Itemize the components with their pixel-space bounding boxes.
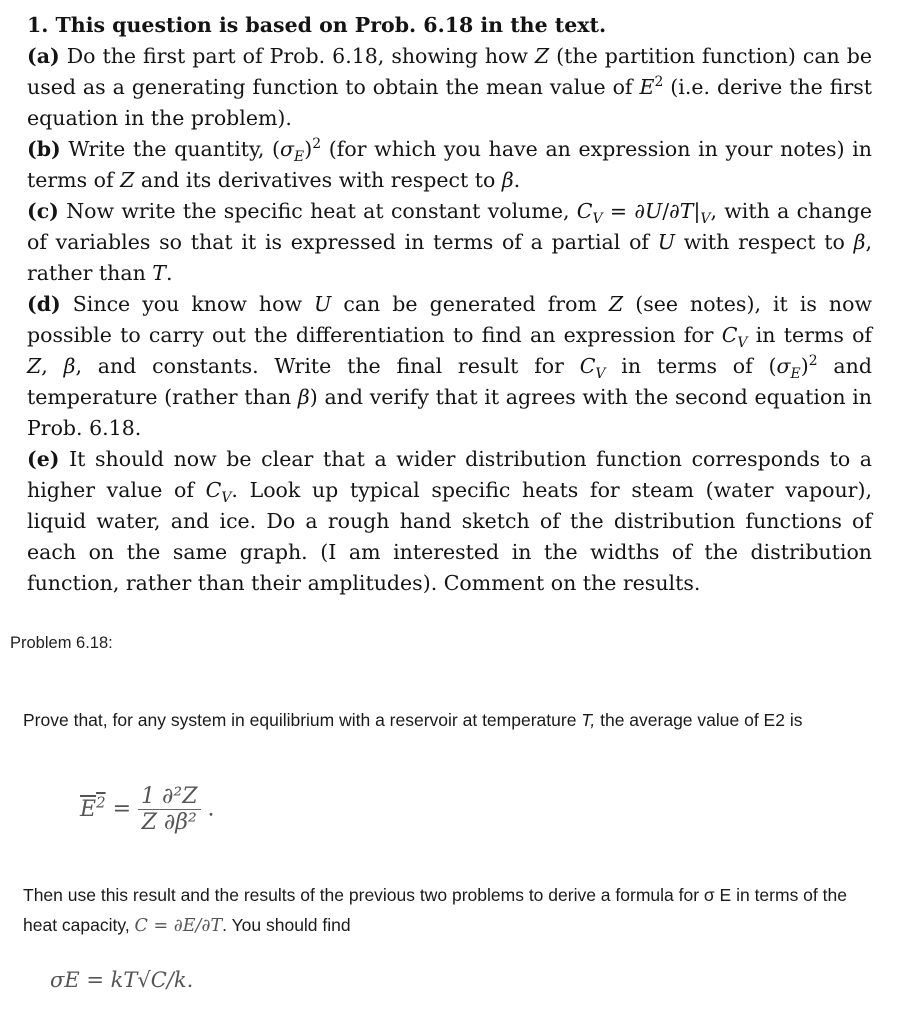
part-label: (b) [27,137,61,161]
question-part [27,444,872,599]
part-text: It should now be clear that a wider distribution function corresponds to a higher value of $C_V$. Look up typical specific heats for steam (water vapour), liquid water, and ice. Do a rough hand sketch of the distribution functions of each on the same graph. (I am interested in the widths of the distribution function, rather than their amplitudes). Comment on the results. [27,447,872,595]
then-text-1: Then use this result and the results of the previous two problems to derive a formula for σ E in terms of the heat capacity, [23,885,847,935]
part-text: Since you know how U can be generated from Z (see notes), it is now possible to carry out the differentiation to find an expression for $C_V$ in terms of Z, β, and constants. Write the final result for $C_V$ in terms of $(\sigma_E)^2$ and temperature (rather than β) and verify that it agrees with the second equation in Prob. 6.18. [27,292,873,440]
part-label: (e) [27,447,60,471]
part-text: Write the quantity, $(\sigma_E)^2$ (for which you have an expression in your notes) in terms of Z and its derivatives with respect to β. [27,136,872,192]
part-label: (c) [27,199,59,223]
then-text-2: . You should find [222,915,351,935]
question-part [27,196,872,289]
eq1-denominator: Z ∂β² [141,810,197,835]
question-intro: 1. This question is based on Prob. 6.18 in the text. [27,13,607,37]
question-part [27,289,872,444]
problem-heading: Problem 6.18: [10,634,113,652]
question-part [27,134,872,196]
equation-e2: $E^2$ = $\frac{\text{1 ∂²Z}}{\text{Z ∂β²}}$ . [80,784,215,835]
eq1-fraction [138,784,200,835]
part-text: Do the first part of Prob. 6.18, showing how Z (the partition function) can be used as a generating function to obtain the mean value of $E^2$ (i.e. derive the first equation in the problem). [27,44,873,130]
part-text: Now write the specific heat at constant volume, $C_V = \partial U/\partial T|_V$, with a change of variables so that it is expressed in terms of a partial of U with respect to β, rather than T. [27,199,873,285]
question-block [27,10,872,599]
eq1-lhs: $E^2$ [80,793,106,822]
eq1-numerator: 1 ∂²Z [138,784,200,810]
equation-sigma-e: σE = kT√C/k. [50,968,194,992]
heat-capacity-formula: C = ∂E/∂T [134,916,223,936]
prove-text: Prove that, for any system in equilibrium with a reservoir at temperature T, the average value of E2 is [23,710,803,730]
question-parts [27,41,872,599]
eq1-tail: . [207,796,215,822]
part-label: (a) [27,44,60,68]
part-label: (d) [27,292,61,316]
question-part [27,41,872,134]
then-text [23,880,873,941]
